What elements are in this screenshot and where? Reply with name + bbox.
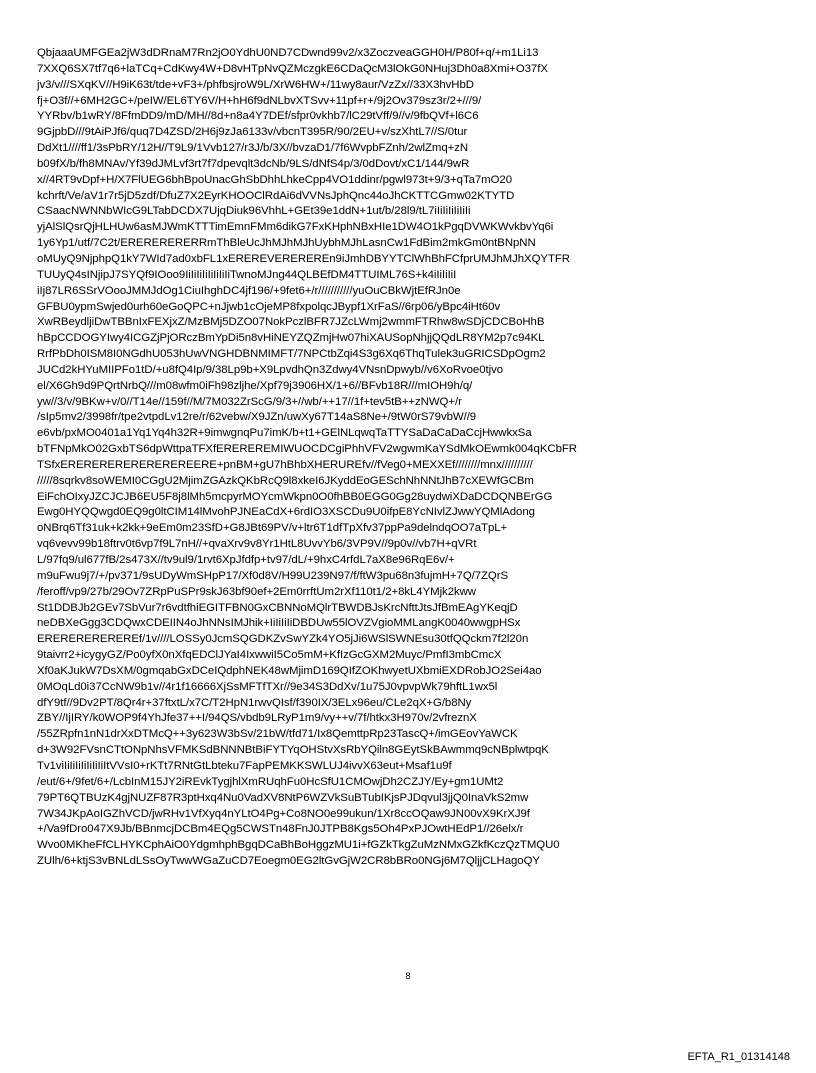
- text-line: yjAlSlQsrQjHLHUw6asMJWmKTTTimEmnFMm6dikG7FxKHphNBxHIe1DW4O1kPgqDVWKWvkbvYq6i: [37, 221, 554, 234]
- text-line: +/Va9fDro047X9Jb/BBnmcjDCBm4EQg5CWSTn48FnJ0JTPB8Kgs5Oh4PxPJOwtHEdP1//26elx/r: [37, 823, 524, 836]
- text-line: /////8sqrkv8soWEMI0CGgU2MjimZGAzkQKbRcQ9l8xkeI6JKyddEoGESchNhNNtJhB7cXEWfGCBm: [37, 474, 534, 487]
- text-line: d+3W92FVsnCTtONpNhsVFMKSdBNNNBtBiFYTYqOHStvXsRbYQiln8GEytSkBAwmmq9cNBplwtpqK: [37, 744, 549, 757]
- text-line: dfY9tf//9Dv2PT/8Qr4r+37ftxtL/x7C/T2HpN1rwvQIsf/f390IX/3ELx96eu/CLe2qX+G/b8Ny: [37, 696, 472, 709]
- text-line: el/X6Gh9d9PQrtNrbQ///m08wfm0iFh98zljhe/Xpf79j3906HX/1+6//BFvb18R///mIOH9h/q/: [37, 379, 473, 392]
- text-line: /feroff/vp9/27b/29Ov7ZRpPuSPr9skJ63bf90ef+2Em0rrftUm2rXf110t1/2+8kL4YMjk2kww: [37, 585, 476, 598]
- text-line: yw//3/v/9BKw+v/0//T14e//159f//M/7M032ZrScG/9/3+//wb/++17//1f+tev5tB++zNWQ+/r: [37, 395, 462, 408]
- text-line: jv3/v///SXqKV//H9iK63t/tde+vF3+/phfbsjroW9L/XrW6HW+/11wy8aur/VzZx//33X3hvHbD: [37, 78, 474, 91]
- text-line: 9GjpbD///9tAiPJf6/quq7D4ZSD/2H6j9zJa6133v/vbcnT395R/90/2EU+v/szXhtL7//S/0tur: [37, 126, 468, 139]
- text-line: fj+O3f//+6MH2GC+/peIW/EL6TY6V/H+hH6f9dNLbvXTSvv+11pf+r+/9j2Ov379sz3r/2+///9/: [37, 94, 482, 107]
- text-line: m9uFwu9j7/+/pv371/9sUDyWmSHpP17/Xf0d8V/H99U239N97/f/ftW3pu68n3fujmH+7Q/7ZQrS: [37, 569, 509, 582]
- text-line: /sIp5mv2/3998fr/tpe2vtpdLv12re/r/62vebw/X9JZn/uwXy67T14aS8Ne+/9tW0rS79vbW//9: [37, 411, 477, 424]
- text-line: Wvo0MKheFfCLHYKCphAiO0YdgmhphBgqDCaBhBoHggzMU1i+fGZkTkgZuMzNMxGZkfKczQzTMQU0: [37, 839, 560, 852]
- text-line: CSaacNWNNbWIcG9LTabDCDX7UjqDiuk96VhhL+GEt39e1ddN+1ut/b/28l9/tL7iIiIiIiIiIiIi: [37, 205, 471, 218]
- text-line: ZUlh/6+ktjS3vBNLdLSsOyTwwWGaZuCD7Eoegm0EG2ltGvGjW2CR8bBRo0NGj6M7QljjCLHagoQY: [37, 855, 540, 868]
- text-line: Tv1viIiIiIiIiIiIiIiItVVsI0+rKTt7RNtGtLbteku7FapPEMKKSWLUJ4ivvX63eut+Msaf1u9f: [37, 759, 452, 772]
- text-line: bTFNpMkO02GxbTS6dpWttpaTFXfEREREREMIWUOCDCgiPhhVFV2wgwmKaYSdMkOEwmk004qKCbFR: [37, 443, 577, 456]
- text-line: /eut/6+/9fet/6+/LcbInM15JY2iREvkTygjhlXmRUqhFu0HcSfU1CMOwjDh2CZJY/Ey+gm1UMt2: [37, 775, 504, 788]
- text-line: oNBrq6Tf31uk+k2kk+9eEm0m23SfD+G8JBt69PV/v+ltr6T1dfTpXfv37ppPa9delndqOO7aTpL+: [37, 522, 508, 535]
- text-line: 79PT6QTBUzK4gjNUZF87R3ptHxq4Nu0VadXV8NtP6WZVkSuBTubIKjsPJDqvul3jjQ0InaVkS2mw: [37, 791, 529, 804]
- text-line: Ewg0HYQQwgd0EQ9g0ltCIM14lMvohPJNEaCdX+6rdIO3XSCDu9U0ifpE8YcNIvlZJwwYQMlAdong: [37, 506, 535, 519]
- text-line: neDBXeGgg3CDQwxCDEIIN4oJhNNsIMJhik+IiIiIiIiDBDUw55lOVZVgioMMLangK0040wwgpHSx: [37, 617, 521, 630]
- text-line: 1y6Yp1/utf/7C2t/ERERERERERRmThBleUcJhMJhMJhUybhMJhLasnCw1FdBim2mkGm0ntBNpNN: [37, 237, 536, 250]
- text-line: EREREREREREREf/1v////LOSSy0JcmSQGDKZvSwYZk4YO5jJi6WSlSWNEsu30tfQQckm7f2l20n: [37, 633, 529, 646]
- text-line: JUCd2kHYuMIIPFo1tD/+u8fQ4Ip/9/38Lp9b+X9LpvdhQn3Zdwy4VNsnDpwyb//v6XoRvoe0tjvo: [37, 363, 504, 376]
- text-line: oMUyQ9NjphpQ1kY7WId7ad0xbFL1xEREREVEREREREn9iJmhDBYYTClWhBhFCfprUMJhMJhXQYTFR: [37, 252, 570, 265]
- page-number: 8: [405, 971, 411, 981]
- text-line: e6vb/pxMO0401a1Yq1Yq4h32R+9imwgnqPu7imK/b+t1+GElNLqwqTaTTYSaDaCaDaCcjHwwkxSa: [37, 427, 532, 440]
- document-id: EFTA_R1_01314148: [687, 1051, 790, 1063]
- text-line: EiFchOIxyJZCJCJB6EU5F8j8lMh5mcpyrMOYcmWkpn0O0fhBB0EGG0Gg28uydwiXDaDCDQNBErGG: [37, 490, 553, 503]
- text-line: GFBU0ypmSwjed0urh60eGoQPC+nJjwb1cOjeMP8fxpolqcJBypf1XrFaS//6rp06/yBpc4iHt60v: [37, 300, 501, 313]
- text-line: St1DDBJb2GEv7SbVur7r6vdtfhiEGITFBN0GxCBNNoMQlrTBWDBJsKrcNfttJtsJfBmEAgYKeqjD: [37, 601, 518, 614]
- text-line: kchrft/Ve/aV1r7r5jD5zdf/DfuZ7X2EyrKHOOClRdAi6dVVNsJphQnc44oJhCKTTCGmw02KTYTD: [37, 189, 515, 202]
- text-line: L/97fq9/ul677fB/2s473X//tv9ul9/1rvt6XpJfdfp+tv97/dL/+9hxC4rfdL7aX8e96RqE6v/+: [37, 554, 455, 566]
- text-line: 7W34JKpAoIGZhVCD/jwRHv1VfXyq4nYLtO4Pg+Co8NO0e99ukun/1Xr8ccOQaw9JN00vX9KrXJ9f: [37, 807, 530, 820]
- text-line: DdXt1////ff1/3sPbRY/12H//T9L9/1Vvb127/r3J/b/3X//bvzaD1/7f6WvpbFZnh/2wlZmq+zN: [37, 142, 469, 155]
- text-line: TSfxEREREREREREREREREERE+pnBM+gU7hBhbXHERUREfv//fVeg0+MEXXEf////////mnx//////////: [37, 458, 533, 471]
- text-line: hBpCCDOGYIwy4ICGZjPjORczBmYpDi5n8vHiNEYZQZmjHw07hiXAUSopNhjjQQdLR8YM2p7c94KL: [37, 332, 545, 345]
- encoded-text-block: [37, 46, 779, 870]
- text-line: YYRbv/b1wRY/8FfmDD9/mD/MH//8d+n8a4Y7DEf/sfpr0vkhb7/lC29tVff/9//v/9fbQVf+l6C6: [37, 110, 479, 123]
- text-line: Xf0aKJukW7DsXM/0gmqabGxDCeIQdphNEK48wMjimD169QIfZOKhwyetUXbmiEXDRobJO2Sei4ao: [37, 664, 542, 677]
- text-line: ZBY//IjIRY/k0WOP9f4YhJfe37++I/94QS/vbdb9LRyP1m9/vy++v/7f/htkx3H970v/2vfreznX: [37, 712, 477, 725]
- text-line: iIj87LR6SSrVOooJMMJdOg1CiuIhghDC4jf196/+9fet6+/r///////////yuOuCBkWjtEfRJn0e: [37, 284, 461, 297]
- text-line: TUUyQ4sINjipJ7SYQf9IOoo9IiIiIiIiIiIiIiIiTwnoMJng44QLBEfDM4TTUIML76S+k4iIiIiIiI: [37, 268, 457, 281]
- text-line: RrfPbDh0ISM8I0NGdhU053hUwVNGHDBNMIMFT/7NPCtbZqi4S3g6Xq6ThqTulek3uGRICSDpOgm2: [37, 348, 546, 361]
- text-line: /55ZRpfn1nN1drXxDTMcQ++3y623W3bSv/21bW/tfd71/Ix8QemttpRp23TascQ+/imGEovYaWCK: [37, 728, 518, 741]
- text-line: b09fX/b/fh8MNAv/Yf39dJMLvf3rt7f7dpevqlt3dcNb/9LS/dNfS4p/3/0dDovt/xC1/144/9wR: [37, 157, 470, 170]
- text-line: 7XXQ6SX7tf7q6+laTCq+CdKwy4W+D8vHTpNvQZMczgkE6CDaQcM3lOkG0NHuj3Dh0a8Xmi+O37fX: [37, 62, 548, 75]
- text-line: XwRBeydljiDwTBBnIxFEXjxZ/MzBMj5DZO07NokPczlBFR7JZcLWmj2wmmFTRhw8wSDjCDCBoHhB: [37, 316, 545, 329]
- text-line: 9taivrr2+icygyGZ/Po0yfX0nXfqEDClJYaI4IxwwiI5Co5mM+KfIzGcGXM2Muyc/PmfI3mbCmcX: [37, 649, 502, 662]
- text-line: x//4RT9vDpf+H/X7FlUEG6bhBpoUnacGhSbDhhLhkeCpp4VO1ddinr/pgwl973t+9/3+qTa7mO20: [37, 173, 512, 186]
- text-line: QbjaaaUMFGEa2jW3dDRnaM7Rn2jO0YdhU0ND7CDwnd99v2/x3ZoczveaGGH0H/P80f+q/+m1Li13: [37, 47, 539, 59]
- text-line: vq6vevv99b18ftrv0t6vp7f9L7nH//+qvaXrv9v8Yr1HtL8UvvYb6/3VP9V//9p0v//vb7H+qVRt: [37, 538, 477, 551]
- text-line: 0MOqLd0i37CcNW9b1v//4r1f16666XjSsMFTfTXr//9e34S3DdXv/1u75J0vpvpWk79hftL1wx5l: [37, 680, 498, 693]
